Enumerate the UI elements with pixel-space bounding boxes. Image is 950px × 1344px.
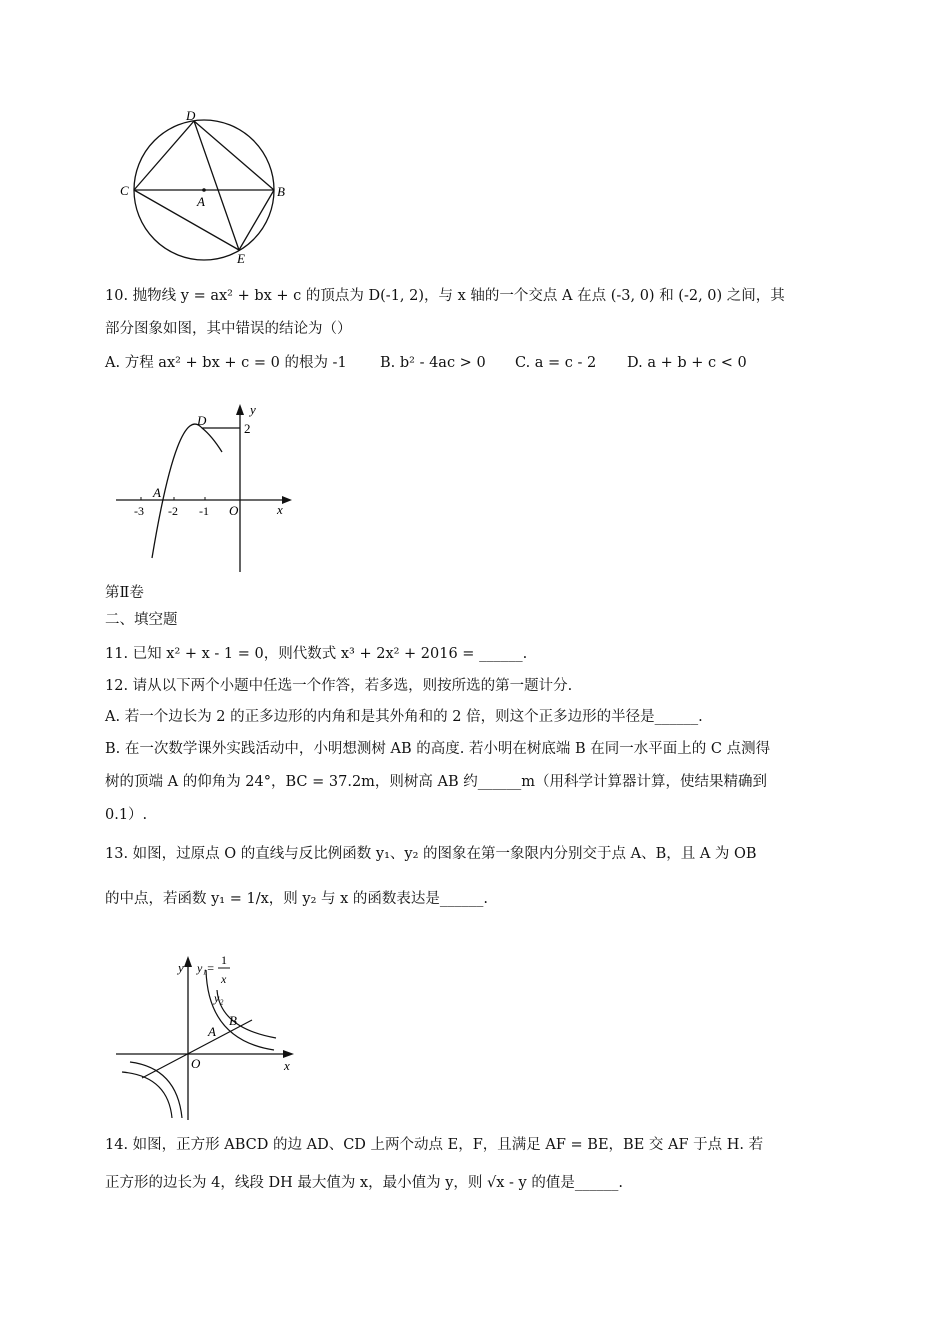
label-c: C <box>120 183 129 198</box>
y2-curve-q1 <box>217 990 276 1038</box>
q10-option-b: B. b² ‑ 4ac > 0 <box>380 355 486 371</box>
label-e: E <box>237 251 245 266</box>
label-y: y <box>250 402 256 417</box>
parabola-figure <box>112 400 302 575</box>
label-2: 2 <box>244 421 251 436</box>
q12-b-line1: B. 在一次数学课外实践活动中，小明想测树 AB 的高度. 若小明在树底端 B 在同一水平面上的 C 点测得 <box>105 741 771 757</box>
label-d: D <box>197 413 207 428</box>
label-a: A <box>197 194 205 209</box>
q10-options <box>105 352 850 374</box>
label-o: O <box>229 503 239 518</box>
label-a: A <box>153 485 161 500</box>
hyperbola-figure <box>112 950 312 1125</box>
circle-figure <box>115 108 285 268</box>
label-o: O <box>191 1056 201 1071</box>
label-d: D <box>186 108 196 123</box>
q10-line1: 10. 抛物线 y = ax² + bx + c 的顶点为 D(‑1, 2)，与 x 轴的一个交点 A 在点 (‑3, 0) 和 (‑2, 0) 之间，其 <box>105 288 785 304</box>
q11: 11. 已知 x² + x ‑ 1 = 0，则代数式 x³ + 2x² + 2016 = ______. <box>105 646 528 662</box>
q10-option-a: A. 方程 ax² + bx + c = 0 的根为 ‑1 <box>105 355 347 371</box>
label-y2: y₂ <box>214 991 224 1005</box>
center-point <box>202 188 206 192</box>
chord-ce <box>134 190 239 250</box>
part-title: 第Ⅱ卷 <box>105 585 144 601</box>
label-y: y <box>178 960 184 975</box>
parabola-curve <box>152 424 222 558</box>
label-x: x <box>277 502 283 517</box>
label-b: B <box>229 1013 237 1028</box>
tick-label-m3: -3 <box>134 504 144 518</box>
q14-line1: 14. 如图，正方形 ABCD 的边 AD、CD 上两个动点 E，F，且满足 AF = BE，BE 交 AF 于点 H. 若 <box>105 1137 764 1153</box>
label-b: B <box>277 184 285 199</box>
label-y1-eq: y₁= <box>197 961 215 975</box>
label-one: 1 <box>221 953 227 967</box>
y-axis-arrow <box>184 956 192 967</box>
q12-intro: 12. 请从以下两个小题中任选一个作答，若多选，则按所选的第一题计分. <box>105 678 573 694</box>
q13-line1: 13. 如图，过原点 O 的直线与反比例函数 y₁、y₂ 的图象在第一象限内分别交于点 A、B，且 A 为 OB <box>105 846 757 862</box>
y1-curve-q1 <box>206 970 274 1050</box>
q10-option-c: C. a = c ‑ 2 <box>515 355 597 371</box>
section-heading: 二、填空题 <box>105 612 178 628</box>
x-axis-arrow <box>283 1050 294 1058</box>
q10-option-d: D. a + b + c < 0 <box>627 355 747 371</box>
label-x: x <box>284 1058 290 1073</box>
q10-line2: 部分图象如图，其中错误的结论为（） <box>105 321 352 337</box>
tick-label-m1: -1 <box>199 504 209 518</box>
x-axis-arrow <box>282 496 292 504</box>
tick-label-m2: -2 <box>168 504 178 518</box>
q12-a: A. 若一个边长为 2 的正多边形的内角和是其外角和的 2 倍，则这个正多边形的半径是______. <box>105 709 703 725</box>
y-axis-arrow <box>236 404 244 415</box>
q12-b-line2: 树的顶端 A 的仰角为 24°，BC = 37.2m，则树高 AB 约______m（用科学计算器计算，使结果精确到 <box>105 774 768 790</box>
chord-be <box>239 190 274 250</box>
y1-curve-q3 <box>122 1072 172 1118</box>
q12-b-line3: 0.1）. <box>105 807 148 823</box>
label-a: A <box>208 1024 216 1039</box>
q13-line2: 的中点，若函数 y₁ = 1/x，则 y₂ 与 x 的函数表达是______. <box>105 891 488 907</box>
label-xden: x <box>221 972 227 986</box>
q14-line2: 正方形的边长为 4，线段 DH 最大值为 x，最小值为 y，则 √x ‑ y 的值是______. <box>105 1175 623 1191</box>
